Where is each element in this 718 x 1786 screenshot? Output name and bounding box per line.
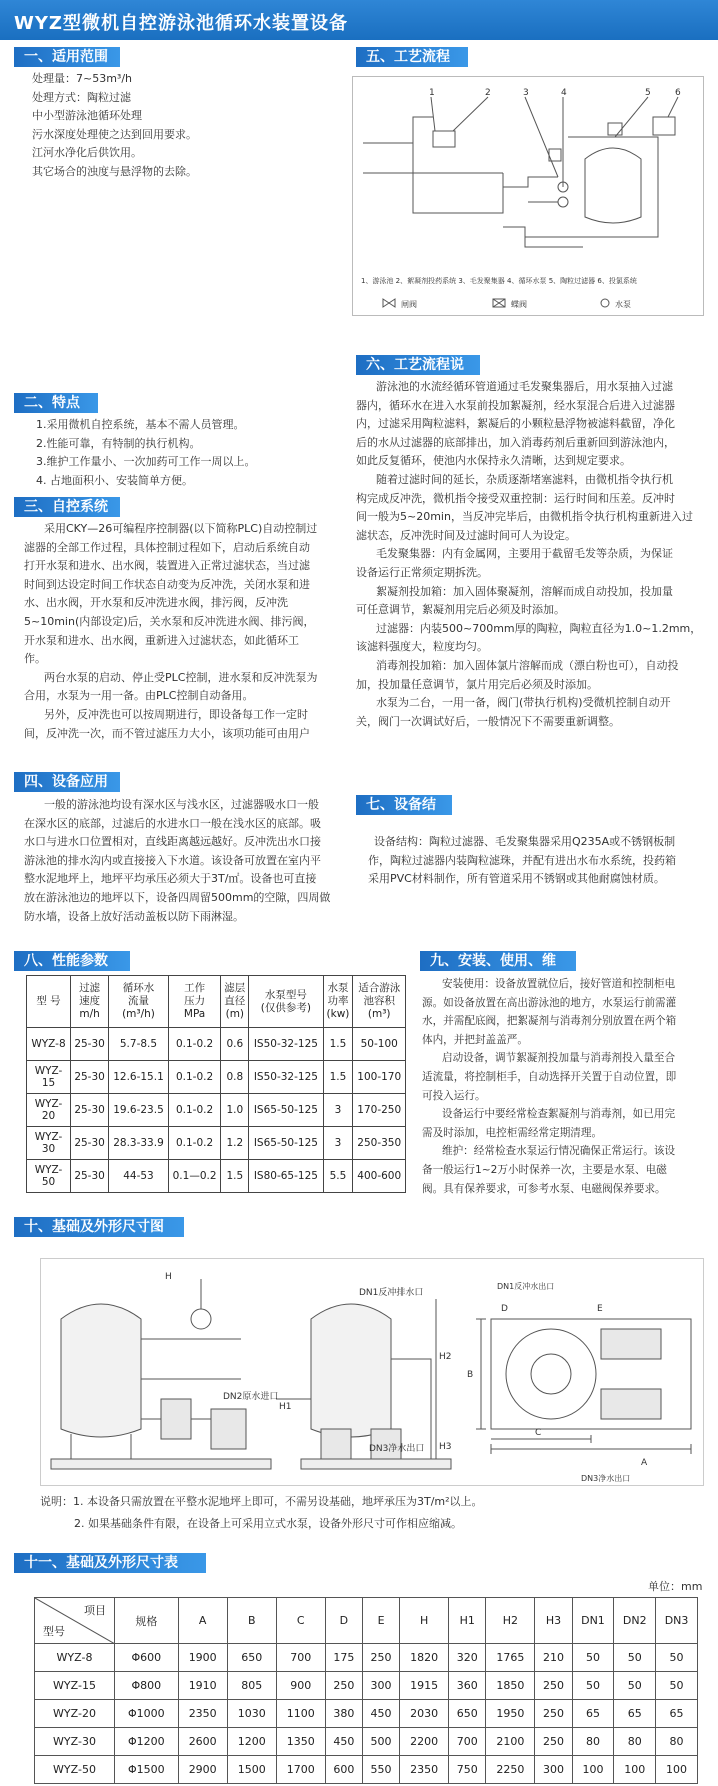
install-line: 启动设备，调节絮凝剂投加量与消毒剂投入量至合 <box>442 1052 676 1065</box>
table-cell: 25-30 <box>71 1160 109 1193</box>
table-cell: WYZ-15 <box>35 1672 115 1700</box>
table-cell: 450 <box>325 1728 362 1756</box>
flow-diagram-svg <box>353 77 703 315</box>
page-title: WYZ型微机自控游泳池循环水装置设备 <box>14 13 348 34</box>
table-row <box>35 1700 698 1728</box>
section-title-application: 四、设备应用 <box>14 772 120 792</box>
table-cell: 0.1-0.2 <box>168 1028 221 1061</box>
application-line: 整水泥地坪上，地坪平均承压必须大于3T/㎡。设备也可直接 <box>24 872 317 886</box>
flow-desc-line: 加，投加量任意调节，氯片用完后必须及时添加。 <box>356 677 598 691</box>
th-diameter: 滤层 直径 (m) <box>221 976 249 1028</box>
table-cell: 250 <box>362 1644 399 1672</box>
application-line: 游泳池的排水沟内或直接接入下水道。该设备可放置在室内平 <box>24 853 321 867</box>
table-cell: 750 <box>449 1756 486 1784</box>
table-cell: IS50-32-125 <box>249 1028 323 1061</box>
flow-number-1: 1 <box>429 88 435 98</box>
install-line: 备一般运行1~2万小时保养一次，主要是水泵、电磁 <box>422 1163 667 1176</box>
flow-desc-line: 毛发聚集器：内有金属网，主要用于截留毛发等杂质，为保证 <box>376 547 673 561</box>
table-cell: 0.1-0.2 <box>168 1127 221 1160</box>
table-cell: 100 <box>572 1756 614 1784</box>
control-line: 另外，反冲洗也可以按周期进行，即设备每工作一定时 <box>44 707 308 721</box>
table-row <box>27 1094 406 1127</box>
control-line: 开水泵和进水、出水阀，重新进入过滤状态，如此循环工 <box>24 633 299 647</box>
flow-desc-line: 内，过滤采用陶粒滤料，絮凝后的小颗粒悬浮物被滤料截留，净化 <box>356 417 675 431</box>
th-e: E <box>362 1598 399 1644</box>
table-cell: 1950 <box>486 1700 535 1728</box>
flow-number-4: 4 <box>561 88 567 98</box>
th-model-item <box>35 1598 115 1644</box>
table-cell: 1.5 <box>323 1061 353 1094</box>
table-cell: 100 <box>614 1756 656 1784</box>
table-cell: 700 <box>276 1644 325 1672</box>
control-line: 5~10min(内部设定)后，关水泵和反冲洗进水阀、排污阀， <box>24 614 315 628</box>
legend-pump: 水泵 <box>615 300 631 309</box>
install-text <box>422 975 676 1198</box>
table-row <box>27 1127 406 1160</box>
flow-desc-line: 器内，循环水在进入水泵前投加絮凝剂，经水泵混合后进入过滤器 <box>356 398 675 412</box>
table-cell: 450 <box>362 1700 399 1728</box>
th-dn3: DN3 <box>656 1598 698 1644</box>
section-title-flow-diagram: 五、工艺流程 <box>356 47 468 67</box>
control-line: 滤器的全部工作过程，具体控制过程如下，启动后系统自动 <box>24 540 310 554</box>
section-title-structure: 七、设备结构 <box>356 795 452 815</box>
control-line: 水、出水阀，开水泵和反冲洗进水阀，排污阀，反冲洗 <box>24 596 288 610</box>
dimension-header-row <box>35 1598 698 1644</box>
th-c: C <box>276 1598 325 1644</box>
drawing-note-1: 说明：1. 本设备只需放置在平整水泥地坪上即可，不需另设基础，地坪承压为3T/m²以上。 <box>40 1495 483 1508</box>
table-cell: 19.6-23.5 <box>109 1094 169 1127</box>
flow-desc-line: 游泳池的水流经循环管道通过毛发聚集器后，用水泵抽入过滤 <box>376 380 673 393</box>
table-cell: IS50-32-125 <box>249 1061 323 1094</box>
section-title-dimension-table: 十一、基础及外形尺寸表 <box>14 1553 206 1573</box>
table-cell: 550 <box>362 1756 399 1784</box>
section-title-flow-desc: 六、工艺流程说明 <box>356 355 480 375</box>
table-cell: WYZ-8 <box>27 1028 71 1061</box>
table-cell: 50 <box>614 1644 656 1672</box>
table-cell: 1350 <box>276 1728 325 1756</box>
table-cell: 0.1—0.2 <box>168 1160 221 1193</box>
table-cell: WYZ-20 <box>35 1700 115 1728</box>
section-title-dimension-drawing: 十、基础及外形尺寸图 <box>14 1217 184 1237</box>
flow-number-2: 2 <box>485 88 491 98</box>
table-cell: 1100 <box>276 1700 325 1728</box>
table-cell: 1900 <box>178 1644 227 1672</box>
table-cell: 2350 <box>178 1700 227 1728</box>
flow-number-6: 6 <box>675 88 681 98</box>
flow-legend: 1、游泳池 2、絮凝剂投药系统 3、毛发聚集器 4、循环水泵 5、陶粒过滤器 6、投氯系统 <box>361 277 637 285</box>
dim-label-a: A <box>641 1458 648 1468</box>
th-pump-model: 水泵型号 (仅供参考) <box>249 976 323 1028</box>
flow-desc-line: 水泵为二台，一用一备，阀门(带执行机构)受微机控制自动开 <box>376 696 671 710</box>
install-line: 体内，并把封盖盖严。 <box>422 1033 528 1046</box>
feature-line: 2.性能可靠，有特制的执行机构。 <box>36 436 201 450</box>
th-model-label: 型号 <box>43 1625 65 1638</box>
th-speed: 过滤 速度 m/h <box>71 976 109 1028</box>
table-cell: 100-170 <box>353 1061 406 1094</box>
dimension-drawing <box>40 1258 704 1486</box>
install-line: 安装使用：设备放置就位后，接好管道和控制柜电 <box>442 978 676 990</box>
dim-label-d: D <box>501 1304 508 1314</box>
legend-gate-valve: 闸阀 <box>401 300 417 309</box>
table-cell: IS80-65-125 <box>249 1160 323 1193</box>
table-cell: 250 <box>535 1700 572 1728</box>
table-row <box>35 1756 698 1784</box>
table-cell: 5.7-8.5 <box>109 1028 169 1061</box>
th-dn1: DN1 <box>572 1598 614 1644</box>
th-b: B <box>227 1598 276 1644</box>
table-cell: 2900 <box>178 1756 227 1784</box>
table-cell: 360 <box>449 1672 486 1700</box>
install-line: 维护：经常检查水泵运行情况确保正常运行。该设 <box>442 1145 676 1158</box>
th-spec: 规格 <box>115 1598 179 1644</box>
section-title-install: 九、安装、使用、维护 <box>420 951 576 971</box>
table-cell: 1700 <box>276 1756 325 1784</box>
th-pressure: 工作 压力 MPa <box>168 976 221 1028</box>
table-cell: 1500 <box>227 1756 276 1784</box>
application-line: 水口与进水口位置相对，直线距离越远越好。反冲洗出水口接 <box>24 835 321 849</box>
flow-desc-line: 可任意调节，絮凝剂用完后必须及时添加。 <box>356 603 565 617</box>
scope-line: 处理量：7~53m³/h <box>32 72 133 85</box>
install-line: 适流量，将控制柜手，自动选择开关置于自动位置，即 <box>422 1070 677 1083</box>
unit-label: 单位：mm <box>648 1580 703 1593</box>
flow-desc-line: 随着过滤时间的延长，杂质逐渐堵塞滤料，由微机指令执行机 <box>376 472 673 486</box>
table-row <box>27 1028 406 1061</box>
control-line: 采用CKY—26可编程序控制器(以下简称PLC)自动控制过 <box>44 522 318 535</box>
th-h1: H1 <box>449 1598 486 1644</box>
table-cell: 250-350 <box>353 1127 406 1160</box>
table-cell: WYZ-50 <box>27 1160 71 1193</box>
dim-label-e: E <box>597 1304 603 1314</box>
dim-label-b: B <box>467 1370 474 1380</box>
th-flow: 循环水 流量 (m³/h) <box>109 976 169 1028</box>
control-line: 合用，水泵为一用一备。由PLC控制自动备用。 <box>24 689 254 703</box>
dimension-drawing-svg <box>41 1259 703 1485</box>
control-line: 时间到达设定时间工作状态自动变为反冲洗，关闭水泵和进 <box>24 577 310 591</box>
table-row <box>35 1644 698 1672</box>
table-cell: 50 <box>614 1672 656 1700</box>
flow-desc-text <box>356 378 701 731</box>
table-cell: 1.2 <box>221 1127 249 1160</box>
scope-line: 江河水净化后供饮用。 <box>32 146 142 160</box>
flow-number-5: 5 <box>645 88 651 98</box>
dim-label-dn1: DN1反冲排水口 <box>359 1288 424 1298</box>
table-cell: Φ600 <box>115 1644 179 1672</box>
table-row <box>35 1728 698 1756</box>
table-cell: 210 <box>535 1644 572 1672</box>
feature-line: 3.维护工作量小、一次加药可工作一周以上。 <box>36 455 256 469</box>
th-h: H <box>400 1598 449 1644</box>
legend-butterfly-valve: 蝶阀 <box>511 300 527 309</box>
structure-line: 采用PVC材料制作，所有管道采用不锈钢或其他耐腐蚀材质。 <box>368 872 665 886</box>
flow-desc-line: 絮凝剂投加箱：加入固体聚凝剂，溶解而成自动投加，投加量 <box>376 584 673 598</box>
table-cell: 50 <box>572 1644 614 1672</box>
scope-line: 处理方式：陶粒过滤 <box>32 90 131 104</box>
dim-label-c: C <box>535 1428 542 1438</box>
structure-line: 设备结构：陶粒过滤器、毛发聚集器采用Q235A或不锈钢板制 <box>374 835 676 848</box>
flow-desc-line: 设备运行正常须定期拆洗。 <box>356 565 488 579</box>
table-row <box>27 1061 406 1094</box>
table-cell: 0.1-0.2 <box>168 1094 221 1127</box>
table-cell: 50 <box>656 1672 698 1700</box>
th-pool-volume: 适合游泳 池容积 (m³) <box>353 976 406 1028</box>
table-cell: 250 <box>535 1728 572 1756</box>
table-cell: 1200 <box>227 1728 276 1756</box>
dim-label-dn1-plan: DN1反冲水出口 <box>497 1282 555 1291</box>
table-cell: 100 <box>656 1756 698 1784</box>
table-cell: Φ1200 <box>115 1728 179 1756</box>
dim-label-dn3: DN3净水出口 <box>369 1444 425 1454</box>
control-text <box>24 520 317 743</box>
install-line: 阀。具有保养要求，可参考水泵、电磁阀保养要求。 <box>422 1182 666 1195</box>
application-line: 防水墙，设备上放好活动盖板以防下雨淋湿。 <box>24 909 244 923</box>
table-cell: WYZ-20 <box>27 1094 71 1127</box>
table-cell: 650 <box>227 1644 276 1672</box>
flow-desc-line: 该滤料强度大，粒度均匀。 <box>356 640 488 654</box>
th-dn2: DN2 <box>614 1598 656 1644</box>
table-cell: WYZ-8 <box>35 1644 115 1672</box>
table-cell: 65 <box>656 1700 698 1728</box>
table-cell: 1910 <box>178 1672 227 1700</box>
table-cell: 65 <box>572 1700 614 1728</box>
table-cell: Φ800 <box>115 1672 179 1700</box>
table-cell: 50-100 <box>353 1028 406 1061</box>
flow-desc-line: 过滤器：内装500~700mm厚的陶粒，陶粒直径为1.0~1.2mm， <box>376 621 702 635</box>
dim-label-dn2: DN2原水进口 <box>223 1392 279 1402</box>
table-cell: 805 <box>227 1672 276 1700</box>
dim-label-h: H <box>165 1272 172 1282</box>
table-cell: 25-30 <box>71 1094 109 1127</box>
table-cell: IS65-50-125 <box>249 1094 323 1127</box>
control-line: 作。 <box>24 652 46 666</box>
table-cell: 300 <box>535 1756 572 1784</box>
table-cell: 0.8 <box>221 1061 249 1094</box>
dim-label-h2: H2 <box>439 1352 452 1362</box>
structure-line: 作，陶粒过滤器内装陶粒滤珠，并配有进出水布水系统，投药箱 <box>368 853 676 867</box>
application-line: 在深水区的底部，过滤后的水进水口一般在浅水区的底部。吸 <box>24 816 321 830</box>
table-cell: 0.1-0.2 <box>168 1061 221 1094</box>
table-cell: 25-30 <box>71 1028 109 1061</box>
th-pump-power: 水泵 功率 (kw) <box>323 976 353 1028</box>
scope-text <box>32 70 197 182</box>
install-line: 设备运行中要经常检查絮凝剂与消毒剂，如已用完 <box>442 1108 676 1121</box>
table-cell: 320 <box>449 1644 486 1672</box>
dim-label-h1: H1 <box>279 1402 292 1412</box>
table-cell: WYZ-15 <box>27 1061 71 1094</box>
table-cell: 3 <box>323 1127 353 1160</box>
table-cell: 44-53 <box>109 1160 169 1193</box>
flow-desc-line: 后的水从过滤器的底部排出，加入消毒药剂后重新回到游泳池内， <box>356 435 675 449</box>
table-cell: 2100 <box>486 1728 535 1756</box>
table-cell: 650 <box>449 1700 486 1728</box>
section-title-features: 二、特点 <box>14 393 98 413</box>
scope-line: 污水深度处理使之达到回用要求。 <box>32 127 197 141</box>
install-line: 源。如设备放置在高出游泳池的地方，水泵运行前需灌 <box>422 996 677 1009</box>
flow-desc-line: 如此反复循环，使池内水保持永久清晰，达到规定要求。 <box>356 454 631 468</box>
table-row <box>27 1160 406 1193</box>
table-cell: Φ1000 <box>115 1700 179 1728</box>
control-line: 打开水泵和进水、出水阀，装置进入正常过滤状态，当过滤 <box>24 559 310 573</box>
table-cell: 900 <box>276 1672 325 1700</box>
table-cell: 1.5 <box>221 1160 249 1193</box>
control-line: 两台水泵的启动、停止受PLC控制，进水泵和反冲洗泵为 <box>44 670 318 684</box>
table-cell: 5.5 <box>323 1160 353 1193</box>
table-cell: 1.5 <box>323 1028 353 1061</box>
th-h3: H3 <box>535 1598 572 1644</box>
section-title-control: 三、自控系统 <box>14 497 120 517</box>
table-cell: 2350 <box>400 1756 449 1784</box>
table-cell: 600 <box>325 1756 362 1784</box>
th-d: D <box>325 1598 362 1644</box>
flow-desc-line: 构完成反冲洗，微机指令接受双重控制：运行时间和压差。反冲时 <box>356 491 675 505</box>
table-cell: 1850 <box>486 1672 535 1700</box>
dim-label-h3: H3 <box>439 1442 452 1452</box>
table-cell: 1.0 <box>221 1094 249 1127</box>
table-cell: 1820 <box>400 1644 449 1672</box>
table-cell: 1030 <box>227 1700 276 1728</box>
table-cell: 250 <box>325 1672 362 1700</box>
page-header <box>0 0 718 40</box>
table-cell: 300 <box>362 1672 399 1700</box>
table-cell: 25-30 <box>71 1061 109 1094</box>
feature-line: 4. 占地面积小、安装简单方便。 <box>36 473 193 487</box>
th-model: 型 号 <box>27 976 71 1028</box>
performance-table <box>26 975 406 1193</box>
table-cell: 25-30 <box>71 1127 109 1160</box>
table-cell: 2250 <box>486 1756 535 1784</box>
table-cell: WYZ-50 <box>35 1756 115 1784</box>
install-line: 可投入运行。 <box>422 1089 486 1102</box>
application-line: 一般的游泳池均设有深水区与浅水区，过滤器吸水口一般 <box>44 798 319 811</box>
table-cell: 2200 <box>400 1728 449 1756</box>
table-cell: 1765 <box>486 1644 535 1672</box>
table-cell: 700 <box>449 1728 486 1756</box>
table-cell: IS65-50-125 <box>249 1127 323 1160</box>
drawing-note-2: 2. 如果基础条件有限，在设备上可采用立式水泵，设备外形尺寸可作相应缩减。 <box>74 1517 462 1530</box>
section-title-scope: 一、适用范围 <box>14 47 120 67</box>
feature-line: 1.采用微机自控系统，基本不需人员管理。 <box>36 418 245 431</box>
table-cell: 175 <box>325 1644 362 1672</box>
table-cell: 250 <box>535 1672 572 1700</box>
flow-desc-line: 关，阀门一次调试好后，一般情况下不需要重新调整。 <box>356 714 620 728</box>
application-line: 放在游泳池边的地坪以下，设备四周留500mm的空隙，四周做 <box>24 890 331 904</box>
structure-text <box>368 833 676 889</box>
table-row <box>35 1672 698 1700</box>
table-cell: 50 <box>572 1672 614 1700</box>
scope-line: 中小型游泳池循环处理 <box>32 109 142 123</box>
install-line: 需及时添加，电控柜需经常定期清理。 <box>422 1126 603 1139</box>
table-cell: 80 <box>572 1728 614 1756</box>
table-cell: 170-250 <box>353 1094 406 1127</box>
table-cell: Φ1500 <box>115 1756 179 1784</box>
flow-diagram <box>352 76 704 316</box>
table-cell: 2030 <box>400 1700 449 1728</box>
dimension-table <box>34 1597 698 1784</box>
table-cell: WYZ-30 <box>35 1728 115 1756</box>
table-cell: 80 <box>656 1728 698 1756</box>
control-line: 间，反冲洗一次，而不管过滤压力大小，该项功能可由用户 <box>24 726 310 740</box>
table-cell: 400-600 <box>353 1160 406 1193</box>
install-line: 水，并需配底阀，把絮凝剂与消毒剂分别放置在两个箱 <box>422 1015 677 1028</box>
table-cell: WYZ-30 <box>27 1127 71 1160</box>
table-cell: 500 <box>362 1728 399 1756</box>
flow-number-3: 3 <box>523 88 529 98</box>
performance-header-row <box>27 976 406 1028</box>
flow-desc-line: 消毒剂投加箱：加入固体氯片溶解而成（漂白粉也可），自动投 <box>376 658 679 672</box>
section-title-performance: 八、性能参数表 <box>14 951 130 971</box>
table-cell: 2600 <box>178 1728 227 1756</box>
table-cell: 12.6-15.1 <box>109 1061 169 1094</box>
flow-desc-line: 间一般为5~20min，当反冲完毕后，由微机指令执行机构重新进入过 <box>356 510 693 524</box>
table-cell: 50 <box>656 1644 698 1672</box>
table-cell: 28.3-33.9 <box>109 1127 169 1160</box>
features-text <box>36 416 256 490</box>
th-h2: H2 <box>486 1598 535 1644</box>
dim-label-dn3-plan: DN3净水出口 <box>581 1474 631 1483</box>
th-a: A <box>178 1598 227 1644</box>
flow-desc-line: 滤状态，反冲洗时间及过滤时间可人为设定。 <box>356 528 576 542</box>
table-cell: 80 <box>614 1728 656 1756</box>
scope-line: 其它场合的浊度与悬浮物的去除。 <box>32 164 197 178</box>
application-text <box>24 796 330 926</box>
table-cell: 3 <box>323 1094 353 1127</box>
table-cell: 65 <box>614 1700 656 1728</box>
table-cell: 0.6 <box>221 1028 249 1061</box>
table-cell: 380 <box>325 1700 362 1728</box>
table-cell: 1915 <box>400 1672 449 1700</box>
th-item-label: 项目 <box>84 1604 106 1617</box>
